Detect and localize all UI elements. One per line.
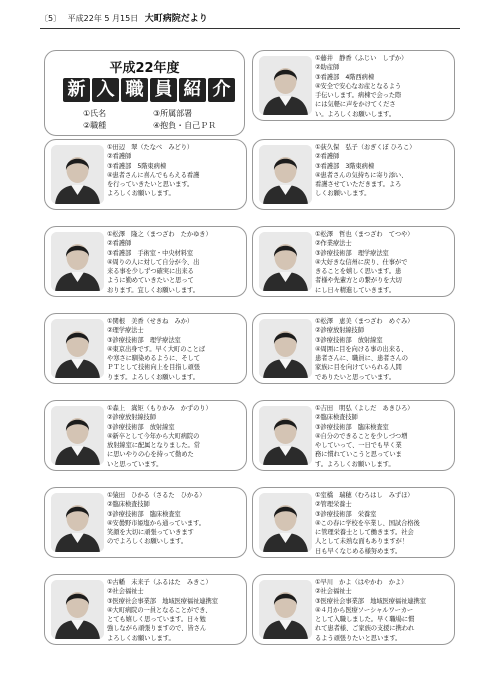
staff-info <box>315 143 455 199</box>
staff-info-line: とても嬉しく思っています。日々勉 <box>107 616 206 624</box>
staff-info-line: 笑顔を大切に頑張っていきます <box>107 529 194 537</box>
staff-photo <box>51 145 104 204</box>
staff-info-line: ③診療技術部 放射線室 <box>315 336 383 344</box>
title-box <box>44 50 245 136</box>
staff-info-line: ように勤めていきたいと思って <box>107 277 194 285</box>
staff-info-line: 強しながら頑張りますので、皆さん <box>107 625 207 633</box>
staff-info-line: ③診療技術部 臨床検査室 <box>107 510 181 518</box>
staff-info-line: ①早川 かよ（はやかわ かよ） <box>315 579 408 586</box>
legend-item: ④抱負・自己ＰＲ <box>153 121 217 130</box>
page-header <box>40 12 460 29</box>
staff-info-line: ①猿田 ひかる（さるた ひかる） <box>107 492 206 499</box>
staff-info-line: ④安全で安心なお産となるよう <box>315 82 402 90</box>
staff-card <box>252 313 455 384</box>
staff-info-line: よろしくお願いします。 <box>107 634 175 642</box>
staff-info-line: ④安曇野市姫塩から通っています。 <box>107 519 205 527</box>
page-number: 〔5〕 <box>40 14 62 23</box>
staff-info-line: ④患者さんの気持ちに寄り添い、 <box>315 171 408 179</box>
staff-info-line: よろしくお願いします。 <box>107 190 175 198</box>
staff-photo <box>259 493 312 552</box>
staff-info-line: 手伝いします。病棟で会った際 <box>315 92 402 100</box>
staff-info-line: ④周囲に目を向ける事の出来る、 <box>315 345 408 353</box>
staff-card <box>252 574 455 645</box>
staff-info-line: ③看護部 5階東病棟 <box>107 162 167 170</box>
staff-info-line: ②助産師 <box>315 64 340 72</box>
staff-info-line: ③診療技術部 臨床検査室 <box>315 423 389 431</box>
staff-info <box>315 317 455 382</box>
staff-card <box>44 226 247 297</box>
staff-card <box>252 139 455 210</box>
title-char: 紹 <box>179 78 206 102</box>
staff-info <box>107 317 247 382</box>
staff-info-line: ②管理栄養士 <box>315 501 352 509</box>
staff-info-line: い。よろしくお願いします。 <box>315 110 396 118</box>
staff-info-line: に思いやりの心を持って勤めた <box>107 451 194 459</box>
staff-info-line: ①藤井 静香（ふじい しずか） <box>315 55 408 62</box>
staff-info-line: ②理学療法士 <box>107 327 144 335</box>
title-char: 入 <box>92 78 119 102</box>
staff-info <box>315 54 455 119</box>
staff-info-line: ①田辺 翠（たなべ みどり） <box>107 144 194 151</box>
staff-info-line: に管理栄養士として働きます。社会 <box>315 529 414 537</box>
staff-info <box>107 404 247 469</box>
staff-info-line: 家族に目を向けていられる人間 <box>315 364 402 372</box>
staff-photo <box>51 406 104 465</box>
staff-info-line: ③医療社会事業部 地域医療福祉連携室 <box>315 597 426 605</box>
staff-info-line: ①室橋 瑞穂（むろはし みずほ） <box>315 492 414 499</box>
staff-info-line: 患者さんに、職員に、患者さんの <box>315 355 408 363</box>
staff-card <box>44 313 247 384</box>
staff-info <box>315 491 455 556</box>
staff-card <box>252 400 455 471</box>
staff-info-line: ④大好きな信州に戻り、仕事がで <box>315 258 408 266</box>
staff-photo <box>259 232 312 291</box>
staff-info-line: ④大町病院の一員となることができ、 <box>107 606 212 614</box>
staff-info-line: ②作業療法士 <box>315 240 352 248</box>
staff-info <box>107 143 247 199</box>
staff-info-line: ④周りの人に対して自分が今、出 <box>107 258 200 266</box>
title-year: 平成22年度 <box>109 61 180 76</box>
title-char: 介 <box>208 78 235 102</box>
staff-card <box>44 139 247 210</box>
issue-date: 平成22年 5 月15日 <box>67 14 139 23</box>
staff-info-line: ④新卒として今年から大町病院の <box>107 432 200 440</box>
staff-info-line: ②診療放射線技師 <box>315 327 364 335</box>
staff-info-line: ①松澤 哲也（まつざわ てつや） <box>315 231 414 238</box>
staff-info-line: ①荻久保 弘子（おぎくぼ ひろこ） <box>315 144 416 151</box>
staff-photo <box>259 145 312 204</box>
staff-info-line: や寒さに馴染めるように、そして <box>107 355 200 363</box>
staff-card <box>252 487 455 558</box>
staff-info-line: ③看護部 3階東病棟 <box>315 162 375 170</box>
staff-info-line: ②社会福祉士 <box>315 588 352 596</box>
staff-info-line: やしていって、一日でも早く業 <box>315 442 402 450</box>
staff-info-line: いと思っています。 <box>107 460 163 468</box>
legend <box>83 108 233 131</box>
staff-info <box>107 230 247 295</box>
staff-info-line: ります。よろしくお願いします。 <box>107 373 199 381</box>
staff-info <box>315 404 455 469</box>
staff-photo <box>51 319 104 378</box>
staff-info-line: 務に慣れていこうと思っていま <box>315 451 402 459</box>
staff-info-line: しくお願いします。 <box>315 190 371 198</box>
staff-info-line: として入職しました。早く職場に慣 <box>315 616 415 624</box>
staff-info-line: ③診療技術部 理学療法室 <box>315 249 389 257</box>
staff-photo <box>51 493 104 552</box>
staff-info-line: す。よろしくお願いします。 <box>315 460 395 468</box>
staff-card <box>44 487 247 558</box>
title-main <box>63 78 237 102</box>
staff-info-line: 者様や先輩方との繋がりを大切 <box>315 277 402 285</box>
legend-item: ①氏名 <box>83 109 107 118</box>
legend-item: ③所属部署 <box>153 109 193 118</box>
staff-card <box>44 400 247 471</box>
staff-info-line: ①古幡 未来子（ふるはた みきこ） <box>107 579 212 586</box>
staff-info-line: 日も早くなじめる様努めます。 <box>315 547 402 555</box>
title-char: 職 <box>121 78 148 102</box>
title-char: 新 <box>63 78 90 102</box>
staff-info-line: れて患者様、ご家族の支援に携われ <box>315 625 415 633</box>
staff-info-line: おります。宜しくお願いします。 <box>107 286 199 294</box>
staff-info-line: ＰＴとして技術向上を目指し頑張 <box>107 364 200 372</box>
staff-info-line: ①松澤 恵美（まつざわ めぐみ） <box>315 318 414 325</box>
staff-info-line: ①吉田 明弘（よしだ あきひろ） <box>315 405 414 412</box>
staff-card <box>252 226 455 297</box>
staff-info-line: ③看護部 4階西病棟 <box>315 73 375 81</box>
staff-info-line: ③看護部 手術室・中央材料室 <box>107 249 194 257</box>
staff-info-line: ④東京出身です。早く大町のことば <box>107 345 205 353</box>
staff-photo <box>259 56 312 115</box>
newsletter-name: 大町病院だより <box>144 14 208 24</box>
staff-info-line: のでよろしくお願いします。 <box>107 538 188 546</box>
staff-info-line: ④この春に学校を卒業し、国試合格後 <box>315 519 420 527</box>
staff-info <box>107 578 247 643</box>
staff-info-line: 看護させていただきます。よろ <box>315 181 402 189</box>
staff-info-line: ③医療社会事業部 地域医療福祉連携室 <box>107 597 218 605</box>
staff-info-line: 人として未熟な面もありますが！ <box>315 538 408 546</box>
staff-info-line: ①松澤 隆之（まつざわ たかゆき） <box>107 231 212 238</box>
staff-info <box>315 578 455 643</box>
staff-info-line: ①森上 嵩矩（もりかみ かずのり） <box>107 405 212 412</box>
staff-info-line: ③診療技術部 栄養室 <box>315 510 377 518</box>
staff-info-line: ②看護師 <box>315 153 340 161</box>
staff-info-line: ④４月から医療ソーシャルワーカー <box>315 606 414 614</box>
staff-photo <box>259 406 312 465</box>
staff-info-line: ②社会福祉士 <box>107 588 144 596</box>
staff-photo <box>51 580 104 639</box>
staff-info <box>107 491 247 547</box>
staff-info-line: ②看護師 <box>107 240 132 248</box>
staff-photo <box>51 232 104 291</box>
staff-info-line: 来る事を少しずつ確実に出来る <box>107 268 194 276</box>
staff-info <box>315 230 455 295</box>
staff-photo <box>259 580 312 639</box>
staff-info-line: ②診療放射線技師 <box>107 414 156 422</box>
staff-info-line: 放射線室に配属となりました。常 <box>107 442 200 450</box>
staff-info-line: でありたいと思っています。 <box>315 373 396 381</box>
staff-info-line: ③診療技術部 理学療法室 <box>107 336 181 344</box>
staff-card <box>44 574 247 645</box>
staff-photo <box>259 319 312 378</box>
legend-item: ②職種 <box>83 121 107 130</box>
staff-info-line: ④自分のできることを少しづつ増 <box>315 432 408 440</box>
staff-info-line: るよう頑張りたいと思います。 <box>315 634 402 642</box>
staff-info-line: には気軽に声をかけてくださ <box>315 101 396 109</box>
staff-info-line: ②臨床検査技師 <box>315 414 358 422</box>
staff-info-line: を行っていきたいと思います。 <box>107 181 194 189</box>
staff-info-line: ②臨床検査技師 <box>107 501 150 509</box>
staff-info-line: きることを嬉しく思います。患 <box>315 268 402 276</box>
staff-info-line: ②看護師 <box>107 153 132 161</box>
title-char: 員 <box>150 78 177 102</box>
staff-card <box>252 50 455 121</box>
staff-info-line: ④患者さんに喜んでもらえる看護 <box>107 171 200 179</box>
staff-info-line: ③診療技術部 放射線室 <box>107 423 175 431</box>
staff-info-line: ①関根 美香（せきね みか） <box>107 318 194 325</box>
staff-info-line: にし日々精進していきます。 <box>315 286 396 294</box>
